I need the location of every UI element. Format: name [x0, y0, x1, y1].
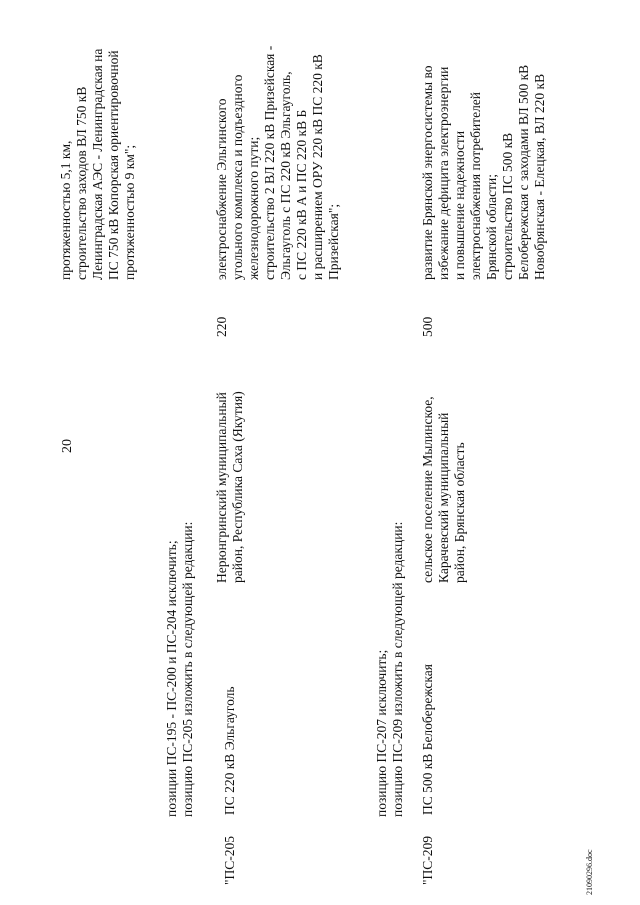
- instruction-line: позицию ПС-209 изложить в следующей редакции:: [390, 521, 405, 817]
- footer-file-name: 21090296.doc: [585, 849, 594, 895]
- purpose-line: строительство ПС 500 кВ: [500, 132, 515, 280]
- row-name-ps209: ПС 500 кВ Белобережская: [420, 664, 435, 815]
- row-location-ps209: [420, 396, 468, 583]
- purpose-line: электроснабжение Эльгинского: [214, 98, 229, 280]
- purpose-line: с ПС 220 кВ А и ПС 220 кВ Б: [294, 109, 309, 280]
- row-voltage-ps209: 500: [420, 316, 435, 337]
- instruction-block-2: [374, 522, 406, 817]
- row-name-ps205: ПС 220 кВ Эльгауголь: [222, 686, 237, 815]
- location-line: Нерюнгринский муниципальный: [214, 392, 229, 583]
- purpose-line: Брянской области;: [484, 173, 499, 280]
- purpose-line: Эльгауголь с ПС 220 кВ Эльгауголь,: [278, 71, 293, 280]
- continuation-block: [58, 49, 138, 280]
- purpose-line: строительство 2 ВЛ 220 кВ Призейская -: [262, 45, 277, 280]
- location-line: сельское поселение Мылинское,: [420, 396, 435, 583]
- text-line: протяженностью 9 км";: [122, 144, 137, 280]
- row-voltage-ps205: 220: [214, 316, 229, 337]
- instruction-block-1: [164, 522, 196, 817]
- purpose-line: железнодорожного пути;: [246, 136, 261, 280]
- text-line: протяженностью 5,1 км,: [58, 140, 73, 280]
- location-line: Карачевский муниципальный: [436, 412, 451, 583]
- row-purpose-ps209: [420, 65, 548, 280]
- instruction-line: позицию ПС-205 изложить в следующей редакции:: [180, 521, 195, 817]
- instruction-line: позицию ПС-207 исключить;: [374, 649, 389, 817]
- text-line: ПС 750 кВ Копорская ориентировочной: [106, 50, 121, 280]
- page-number: 20: [60, 439, 75, 453]
- row-purpose-ps205: [214, 46, 342, 280]
- row-code-ps209: "ПС-209: [420, 835, 435, 885]
- purpose-line: и расширением ОРУ 220 кВ ПС 220 кВ: [310, 54, 325, 280]
- purpose-line: избежание дефицита электроэнергии: [436, 66, 451, 280]
- purpose-line: угольного комплекса и подъездного: [230, 74, 245, 280]
- text-line: Ленинградская АЭС - Ленинградская на: [90, 48, 105, 280]
- location-line: район, Республика Саха (Якутия): [230, 391, 245, 583]
- instruction-line: позиции ПС-195 - ПС-200 и ПС-204 исключить;: [164, 540, 179, 817]
- text-line: строительство заходов ВЛ 750 кВ: [74, 86, 89, 280]
- location-line: район, Брянская область: [452, 442, 467, 583]
- purpose-line: развитие Брянской энергосистемы во: [420, 65, 435, 280]
- purpose-line: Белобережская с заходами ВЛ 500 кВ: [516, 64, 531, 280]
- purpose-line: электроснабжения потребителей: [468, 91, 483, 280]
- row-code-ps205: "ПС-205: [222, 835, 237, 885]
- purpose-line: и повышение надежности: [452, 130, 467, 280]
- purpose-line: Новобрянская - Елецкая, ВЛ 220 кВ: [532, 73, 547, 280]
- row-location-ps205: [214, 391, 246, 583]
- purpose-line: Призейская";: [326, 203, 341, 280]
